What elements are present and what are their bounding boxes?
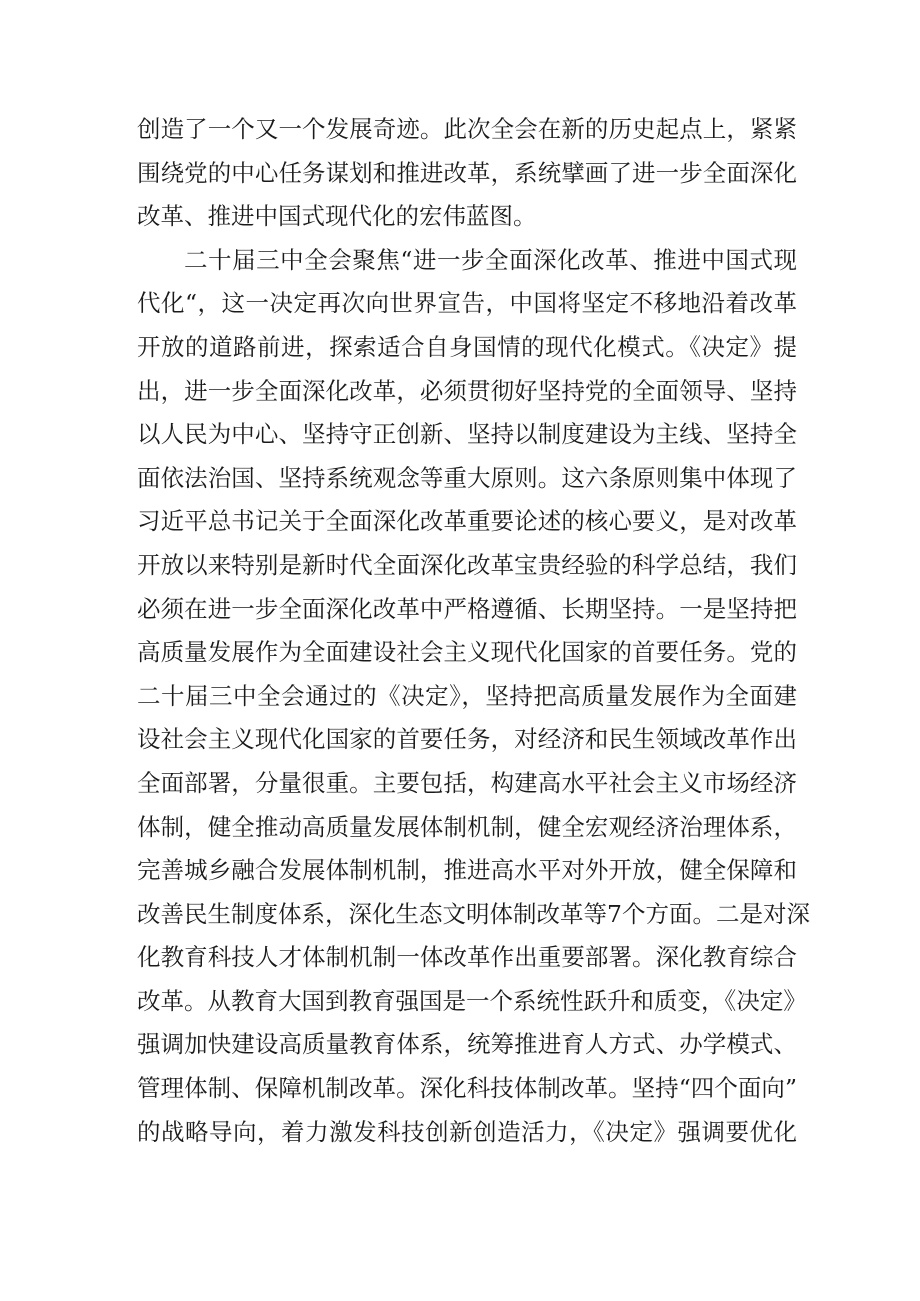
text-line: 改善民生制度体系，深化生态文明体制改革等7个方面。二是对深 — [137, 899, 810, 928]
text-line: 管理体制、保障机制改革。深化科技体制改革。坚持“四个面向” — [137, 1074, 797, 1103]
text-line: 创造了一个又一个发展奇迹。此次全会在新的历史起点上，紧紧 — [137, 115, 797, 143]
text-line: 体制，健全推动高质量发展体制机制，健全宏观经济治理体系， — [137, 812, 797, 841]
text-line: 代化“，这一决定再次向世界宣告，中国将坚定不移地沿着改革 — [137, 289, 797, 318]
body-text — [137, 108, 810, 1154]
text-line: 设社会主义现代化国家的首要任务，对经济和民生领域改革作出 — [137, 725, 797, 754]
text-line: 强调加快建设高质量教育体系，统筹推进育人方式、办学模式、 — [137, 1030, 797, 1059]
text-line: 出，进一步全面深化改革，必须贯彻好坚持党的全面领导、坚持 — [137, 376, 797, 405]
text-line: 高质量发展作为全面建设社会主义现代化国家的首要任务。党的 — [137, 638, 797, 667]
text-line: 习近平总书记关于全面深化改革重要论述的核心要义，是对改革 — [137, 507, 797, 536]
text-line: 开放以来特别是新时代全面深化改革宝贵经验的科学总结，我们 — [137, 550, 797, 579]
text-line: 化教育科技人才体制机制一体改革作出重要部署。深化教育综合 — [137, 943, 797, 972]
text-line: 面依法治国、坚持系统观念等重大原则。这六条原则集中体现了 — [137, 463, 797, 492]
text-line: 以人民为中心、坚持守正创新、坚持以制度建设为主线、坚持全 — [137, 420, 797, 449]
text-line: 二十届三中全会通过的《决定》，坚持把高质量发展作为全面建 — [137, 681, 797, 710]
text-line: 改革。从教育大国到教育强国是一个系统性跃升和质变，《决定》 — [137, 986, 807, 1015]
text-line: 必须在进一步全面深化改革中严格遵循、长期坚持。一是坚持把 — [137, 594, 797, 623]
text-line: 围绕党的中心任务谋划和推进改革，系统擘画了进一步全面深化 — [137, 158, 797, 187]
text-line: 完善城乡融合发展体制机制，推进高水平对外开放，健全保障和 — [137, 856, 797, 885]
text-line: 全面部署，分量很重。主要包括，构建高水平社会主义市场经济 — [137, 768, 797, 797]
text-line: 的战略导向，着力激发科技创新创造活力，《决定》强调要优化 — [137, 1117, 797, 1146]
paragraph-first-line: 二十届三中全会聚焦“进一步全面深化改革、推进中国式现 — [184, 245, 797, 274]
text-line: 改革、推进中国式现代化的宏伟蓝图。 — [137, 202, 537, 231]
text-line: 开放的道路前进，探索适合自身国情的现代化模式。《决定》提 — [137, 332, 797, 361]
